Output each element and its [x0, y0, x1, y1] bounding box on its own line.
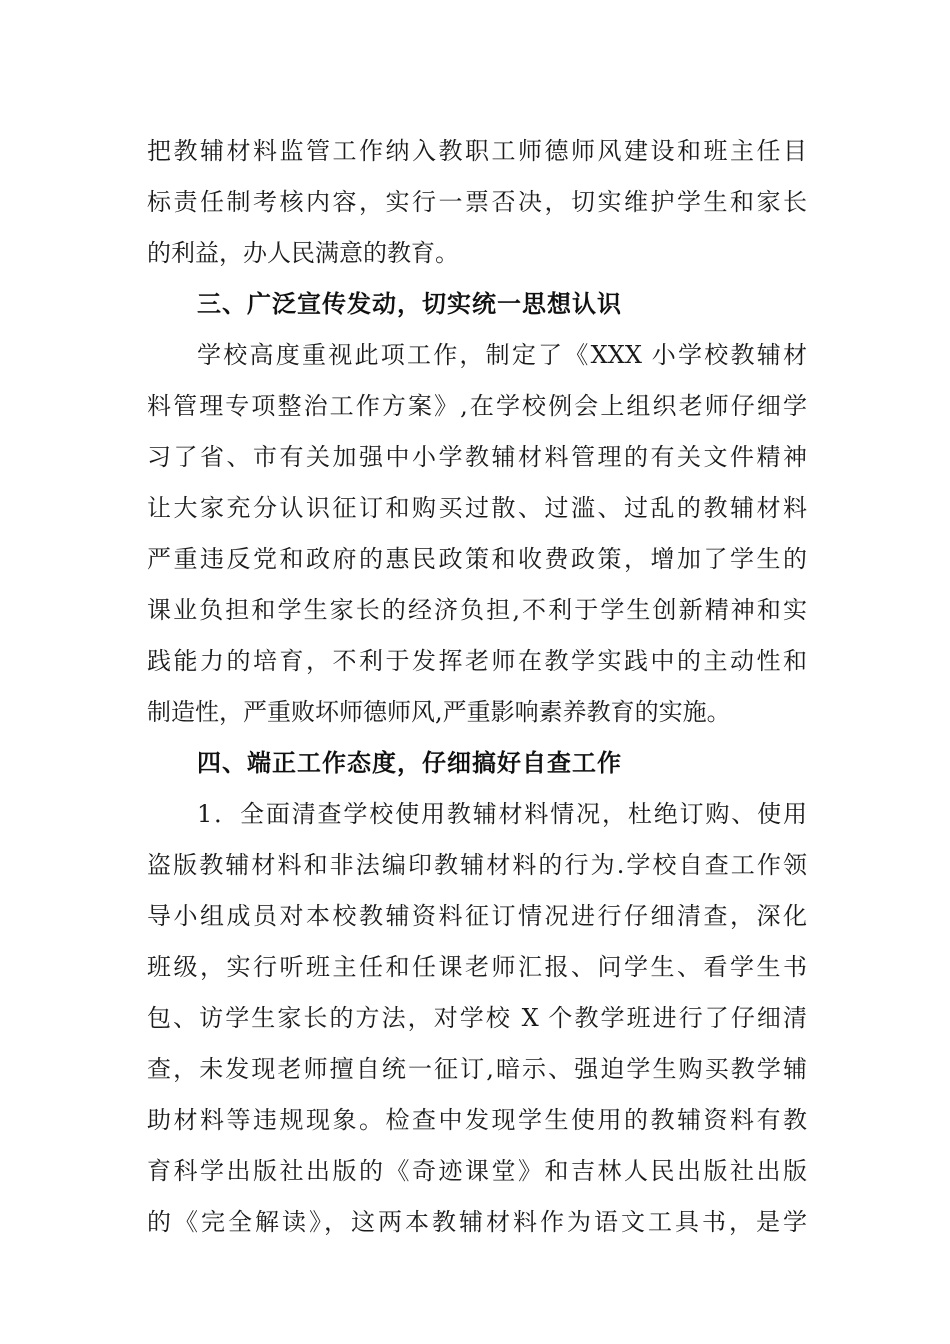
text-line: 的利益，办人民满意的教育。 — [147, 239, 459, 267]
text-line: 践能力的培育，不利于发挥老师在教学实践中的主动性和 — [147, 647, 807, 675]
text-line: 料管理专项整治工作方案》,在学校例会上组织老师仔细学 — [147, 392, 807, 420]
text-line: 习了省、市有关加强中小学教辅材料管理的有关文件精神 — [147, 443, 807, 471]
text-line: 盗版教辅材料和非法编印教辅材料的行为.学校自查工作领 — [147, 851, 807, 879]
text-line: 课业负担和学生家长的经济负担,不利于学生创新精神和实 — [147, 596, 807, 624]
text-line: 导小组成员对本校教辅资料征订情况进行仔细清查，深化 — [147, 902, 807, 930]
text-line: 标责任制考核内容，实行一票否决，切实维护学生和家长 — [147, 188, 807, 216]
text-line: 班级，实行听班主任和任课老师汇报、问学生、看学生书 — [147, 953, 807, 981]
text-line: 的《完全解读》，这两本教辅材料作为语文工具书，是学 — [147, 1208, 807, 1236]
text-line: 包、访学生家长的方法，对学校 X 个教学班进行了仔细清 — [147, 1004, 807, 1032]
text-line: 1．全面清查学校使用教辅材料情况，杜绝订购、使用 — [197, 800, 807, 828]
section-heading-4: 四、端正工作态度，仔细搞好自查工作 — [197, 749, 622, 777]
text-line: 严重违反党和政府的惠民政策和收费政策，增加了学生的 — [147, 545, 807, 573]
text-line: 助材料等违规现象。检查中发现学生使用的教辅资料有教 — [147, 1106, 807, 1134]
text-line: 育科学出版社出版的《奇迹课堂》和吉林人民出版社出版 — [147, 1157, 807, 1185]
section-heading-3: 三、广泛宣传发动，切实统一思想认识 — [197, 290, 622, 318]
text-line: 制造性，严重败坏师德师风,严重影响素养教育的实施。 — [147, 698, 731, 726]
text-line: 把教辅材料监管工作纳入教职工师德师风建设和班主任目 — [147, 137, 807, 165]
text-line: 查，未发现老师擅自统一征订,暗示、强迫学生购买教学辅 — [147, 1055, 807, 1083]
text-line: 学校高度重视此项工作，制定了《XXX 小学校教辅材 — [197, 341, 807, 369]
text-line: 让大家充分认识征订和购买过散、过滥、过乱的教辅材料 — [147, 494, 807, 522]
